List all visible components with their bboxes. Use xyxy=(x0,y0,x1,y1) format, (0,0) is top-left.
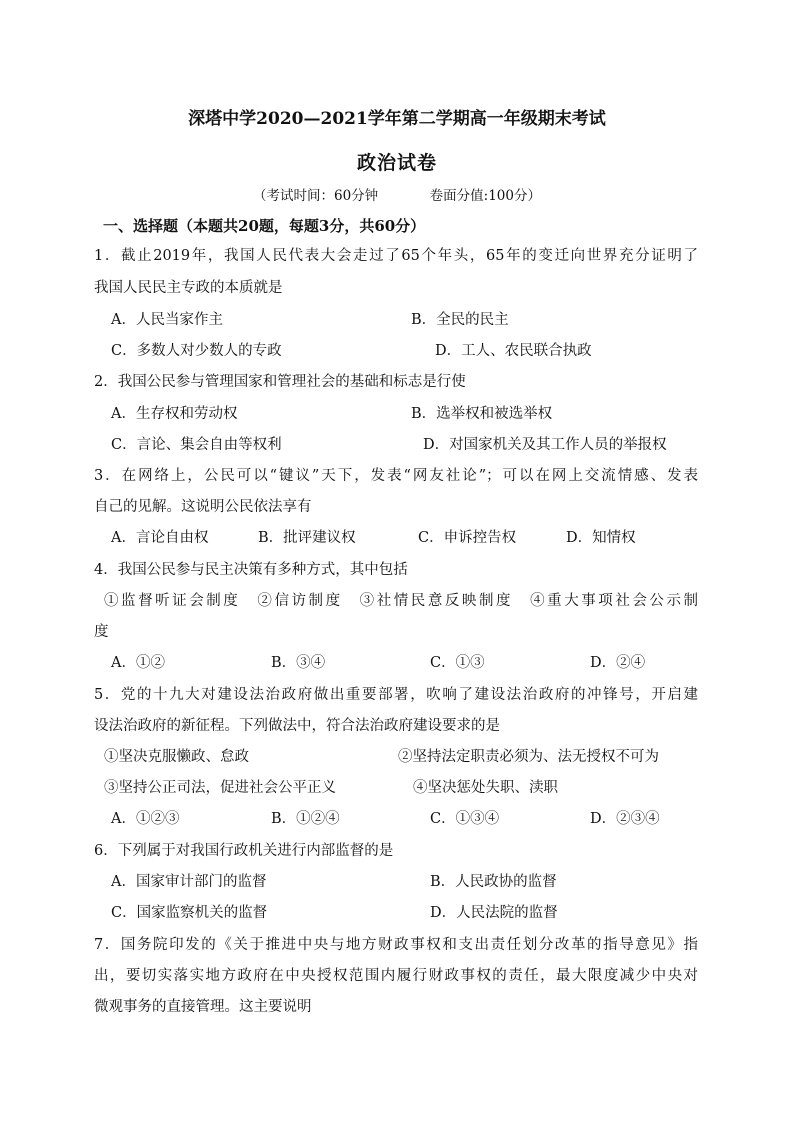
exam-meta xyxy=(0,184,794,204)
q5-item-2: ②坚持法定职责必须为、法无授权不可为 xyxy=(398,749,659,765)
q5-option-c: C．①③④ xyxy=(430,811,500,827)
q2-option-a: A．生存权和劳动权 xyxy=(111,406,238,422)
exam-subject: 政治试卷 xyxy=(356,152,437,174)
q2-option-d: D．对国家机关及其工作人员的举报权 xyxy=(423,437,667,453)
q1-option-b: B．全民的民主 xyxy=(411,312,509,328)
q4-option-d: D．②④ xyxy=(590,655,646,671)
q5-item-4: ④坚决惩处失职、渎职 xyxy=(413,780,558,796)
q4-option-c: C．①③ xyxy=(430,655,485,671)
q7-stem-cont2: 微观事务的直接管理。这主要说明 xyxy=(94,999,312,1015)
q4-items-cont: 度 xyxy=(94,624,109,640)
q5-item-3: ③坚持公正司法，促进社会公平正义 xyxy=(104,780,336,796)
q3-stem-cont: 自己的见解。这说明公民依法享有 xyxy=(94,499,312,515)
q6-option-a: A．国家审计部门的监督 xyxy=(111,874,267,890)
exam-time: （考试时间：60分钟 xyxy=(252,188,379,204)
q3-stem: 3．在网络上，公民可以“键议”天下，发表“网友社论”；可以在网上交流情感、发表 xyxy=(94,468,698,484)
q3-option-b: B．批评建议权 xyxy=(258,530,356,546)
q5-option-d: D．②③④ xyxy=(590,811,660,827)
q1-option-c: C．多数人对少数人的专政 xyxy=(111,343,282,359)
q3-option-c: C．申诉控告权 xyxy=(418,530,517,546)
q4-option-b: B．③④ xyxy=(271,655,326,671)
q5-stem: 5．党的十九大对建设法治政府做出重要部署，吹响了建设法治政府的冲锋号，开启建 xyxy=(94,687,698,703)
q5-stem-cont: 设法治政府的新征程。下列做法中，符合法治政府建设要求的是 xyxy=(94,718,500,734)
q5-option-a: A．①②③ xyxy=(111,811,180,827)
q4-option-a: A．①② xyxy=(111,655,165,671)
q2-option-c: C．言论、集会自由等权利 xyxy=(111,437,282,453)
section-heading: 一、选择题（本题共20题，每题3分，共60分） xyxy=(103,217,426,235)
q1-option-a: A．人民当家作主 xyxy=(111,312,223,328)
exam-score: 卷面分值:100分） xyxy=(429,188,541,204)
q4-stem: 4．我国公民参与民主决策有多种方式，其中包括 xyxy=(94,562,408,578)
q1-option-d: D．工人、农民联合执政 xyxy=(435,343,592,359)
q6-option-b: B．人民政协的监督 xyxy=(430,874,557,890)
q1-stem-cont: 我国人民民主专政的本质就是 xyxy=(94,280,283,296)
q5-item-1: ①坚决克服懒政、怠政 xyxy=(104,749,249,765)
exam-title: 深塔中学2020—2021学年第二学期高一年级期末考试 xyxy=(188,109,606,129)
q7-stem: 7．国务院印发的《关于推进中央与地方财政事权和支出责任划分改革的指导意见》指 xyxy=(94,937,698,953)
q5-option-b: B．①②④ xyxy=(271,811,340,827)
q6-option-c: C．国家监察机关的监督 xyxy=(111,905,268,921)
q6-stem: 6．下列属于对我国行政机关进行内部监督的是 xyxy=(94,843,394,859)
q3-option-d: D．知情权 xyxy=(566,530,636,546)
q2-stem: 2．我国公民参与管理国家和管理社会的基础和标志是行使 xyxy=(94,374,466,390)
q6-option-d: D．人民法院的监督 xyxy=(430,905,558,921)
q2-option-b: B．选举权和被选举权 xyxy=(411,406,553,422)
q1-stem: 1．截止2019年，我国人民代表大会走过了65个年头，65年的变迁向世界充分证明了 xyxy=(94,248,698,264)
q7-stem-cont: 出，要切实落实地方政府在中央授权范围内履行财政事权的责任，最大限度减少中央对 xyxy=(94,968,698,984)
q4-items: ①监督听证会制度 ②信访制度 ③社情民意反映制度 ④重大事项社会公示制 xyxy=(104,593,698,609)
q3-option-a: A．言论自由权 xyxy=(111,530,209,546)
